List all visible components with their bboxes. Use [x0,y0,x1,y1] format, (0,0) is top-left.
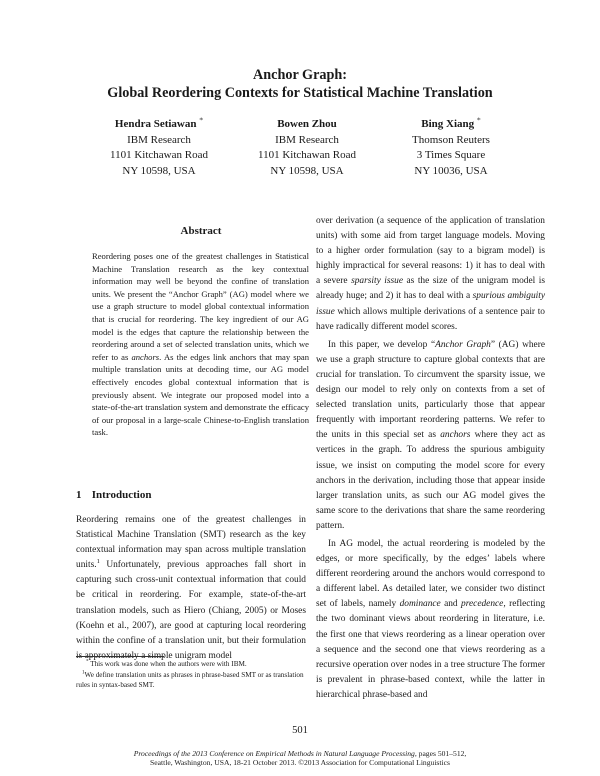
author-name: Hendra Setiawan [114,118,197,130]
paper-title-line1: Anchor Graph: [253,67,347,83]
proceedings-pages: , pages 501–512, [414,749,467,758]
intro-paragraph-1 [76,513,306,664]
author-name: Bing Xiang [421,118,475,130]
author-address: 3 Times Square [416,149,486,161]
body-text: which allows multiple derivations of a sentence pair to have radically different model scores. [316,306,545,332]
abstract-text: Reordering poses one of the greatest challenges in Statistical Machine Translation research as the key contextual information may well be beyond the confine of translation units. We present the “Anchor Graph” (AG) model where we use a graph structure to model global contextual information that is crucial for reordering. The key ingredient of our AG model is the edges that capture the relationship between the reordering around a set of selected translation units, which we refer to as [92,251,309,362]
emphasis: dominance [399,599,441,610]
paragraph [316,214,545,335]
section-number: 1 [76,489,82,501]
author-footnote-mark: * [476,115,481,125]
author-address: NY 10036, USA [414,164,488,177]
footnote-ref: 1 [96,558,100,566]
author-affiliation: Thomson Reuters [412,133,490,146]
body-text: Reordering remains one of the greatest challenges in Statistical Machine Translation (SMT) research as the key contextual information may span across multiple translation units. [76,515,306,571]
footnote-text: We define translation units as phrases in phrase-based SMT or as translation rules in syntax-based SMT. [76,670,304,690]
section-heading [76,489,151,501]
body-text: ” (AG) where we use a graph structure to capture global contexts that are crucial for translation. To circumvent the sparsity issue, we design our model to rely only on contexts from a set of selected translation units, particularly those that appear frequently with important reordering patterns. We refer to the units in this special set as [316,339,545,441]
body-text: where they act as vertices in the graph. To address the spurious ambiguity issue, we insist on computing the model score for every anchors in the derivation, including those that appear inside larger translation units, as such our AG model gives the same score to the derivations that share the same reordering pattern. [316,430,545,531]
author-address: NY 10598, USA [270,164,344,177]
emphasis: spurious ambiguity issue [316,291,545,317]
paper-title-line2: Global Reordering Contexts for Statistical Machine Translation [107,85,493,101]
emphasis: Anchor Graph [435,339,491,350]
body-text: In AG model, the actual reordering is modeled by the edges, or more specifically, by the edges’ labels where different reordering around the anchors would correspond to a different label. As detailed later, we consider two distinct set of labels, namely [316,538,545,610]
footnote-divider [76,656,164,657]
author-block-3 [376,117,526,179]
emphasis: anchors [440,430,471,441]
emphasis: sparsity issue [351,276,404,287]
body-text: , reflecting the two dominant views about reordering in literature, i.e. the first one that views reordering as a linear operation over a sequence and the second one that views reordering as a recursive operation over nodes in a tree structure The former is prevalent in phrase-based context, while the latter in hierarchical phrase-based and [316,599,546,700]
author-address: NY 10598, USA [122,164,196,177]
proceedings-footer [0,749,600,768]
author-name: Bowen Zhou [277,118,337,130]
author-address: 1101 Kitchawan Road [258,149,356,161]
footnote-mark: 1 [82,670,85,676]
author-address: 1101 Kitchawan Road [110,149,208,161]
abstract-emphasis: anchors [131,351,160,362]
body-text: over derivation (a sequence of the application of translation units) with some aid from target language models. Moving to a higher order formulation (say to a bigram model) is highly impractical for several reasons: 1) it has to deal with a severe [316,216,545,287]
author-block-2 [232,117,382,179]
paragraph [316,537,545,703]
body-text: and [440,599,462,610]
abstract-body [92,250,309,439]
author-affiliation: IBM Research [127,133,191,146]
section-title: Introduction [91,489,152,501]
footnotes [76,659,306,691]
page-number: 501 [292,725,308,736]
proceedings-location: Seattle, Washington, USA, 18-21 October 2013. ©2013 Association for Computational Linguistics [150,758,450,768]
body-text: In this paper, we develop “ [328,339,436,350]
body-text: Unfortunately, previous approaches fall short in capturing such cross-unit contextual information that could be critical in reordering. For example, state-of-the-art translation models, such as Hiero (Chiang, 2005) or Moses (Koehn et al., 2007), are good at capturing local reordering within the confine of a translation unit, but their formulation is approximately a simple unigram model [76,560,306,661]
paragraph [316,338,545,534]
right-column [316,214,545,706]
author-footnote-mark: * [199,115,204,125]
footnote-mark: * [86,659,89,665]
footnote-1 [76,659,306,670]
proceedings-venue: Proceedings of the 2013 Conference on Empirical Methods in Natural Language Processing [133,749,415,758]
footnote-text: This work was done when the authors were with IBM. [90,660,247,668]
abstract-text: . As the edges link anchors that may span multiple translation units at decoding time, our AG model effectively encodes global contextual information that is previously absent. We integrate our proposed model into a state-of-the-art translation system and demonstrate the efficacy of our proposal in a large-scale Chinese-to-English translation task. [92,351,309,438]
abstract-heading: Abstract [180,225,222,237]
author-affiliation: IBM Research [275,133,339,146]
body-text: as the size of the unigram model is already huge; and 2) it has to deal with a [316,276,545,302]
footnote-2 [76,670,306,691]
emphasis: precedence [461,599,504,610]
author-block-1 [84,117,234,179]
